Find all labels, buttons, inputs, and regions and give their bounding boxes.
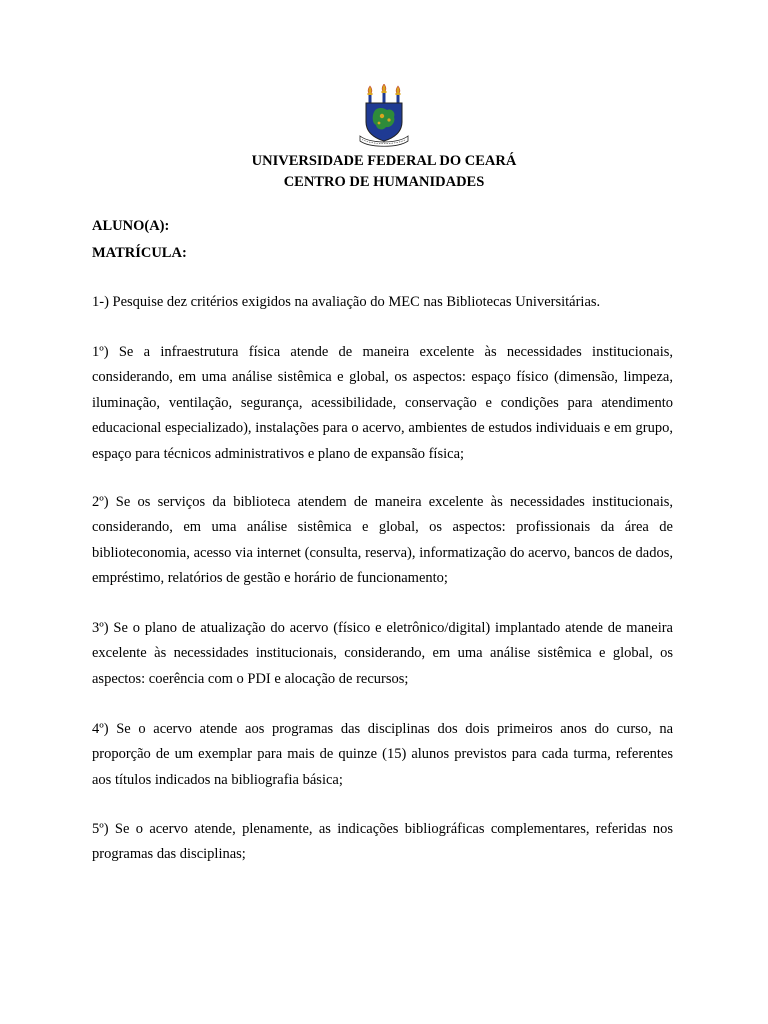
criterion-3: 3º) Se o plano de atualização do acervo (físico e eletrônico/digital) implantado atende de maneira excelente às necessidades institucionais, considerando, em uma análise sistêmica e global, os aspectos: coerência com o PDI e alocação de recursos; — [92, 620, 673, 687]
criterion-1: 1º) Se a infraestrutura física atende de maneira excelente às necessidades institucionais, considerando, em uma análise sistêmica e global, os aspectos: espaço físico (dimensão, limpeza, iluminação, ventilação, segurança, acessibilidade, conservação e condições para atendimento educacional especializado), instalações para o acervo, ambientes de estudos individuais e em grupo, espaço para técnicos administrativos e plano de expansão física; — [92, 344, 673, 462]
question-text: 1-) Pesquise dez critérios exigidos na avaliação do MEC nas Bibliotecas Universitárias. — [92, 294, 601, 310]
university-crest-icon — [356, 84, 412, 148]
criterion-4: 4º) Se o acervo atende aos programas das disciplinas dos dois primeiros anos do curso, na proporção de um exemplar para mais de quinze (15) alunos previstos para cada turma, referentes aos títulos indicados na bibliografia básica; — [92, 721, 673, 788]
torch-right — [396, 86, 401, 103]
university-name: UNIVERSIDADE FEDERAL DO CEARÁ — [251, 153, 517, 169]
criterion-5: 5º) Se o acervo atende, plenamente, as indicações bibliográficas complementares, referidas nos programas das disciplinas; — [92, 821, 673, 863]
student-label: ALUNO(A): — [92, 218, 170, 234]
torch-left — [368, 86, 373, 103]
torch-center — [382, 84, 387, 103]
center-name: CENTRO DE HUMANIDADES — [283, 174, 485, 190]
enrollment-label: MATRÍCULA: — [92, 245, 187, 261]
criterion-2: 2º) Se os serviços da biblioteca atendem de maneira excelente às necessidades institucionais, considerando, em uma análise sistêmica e global, os aspectos: profissionais da área de biblioteconomia, acesso via internet (consulta, reserva), informatização do acervo, bancos de dados, empréstimo, relatórios de gestão e horário de funcionamento; — [92, 494, 673, 587]
